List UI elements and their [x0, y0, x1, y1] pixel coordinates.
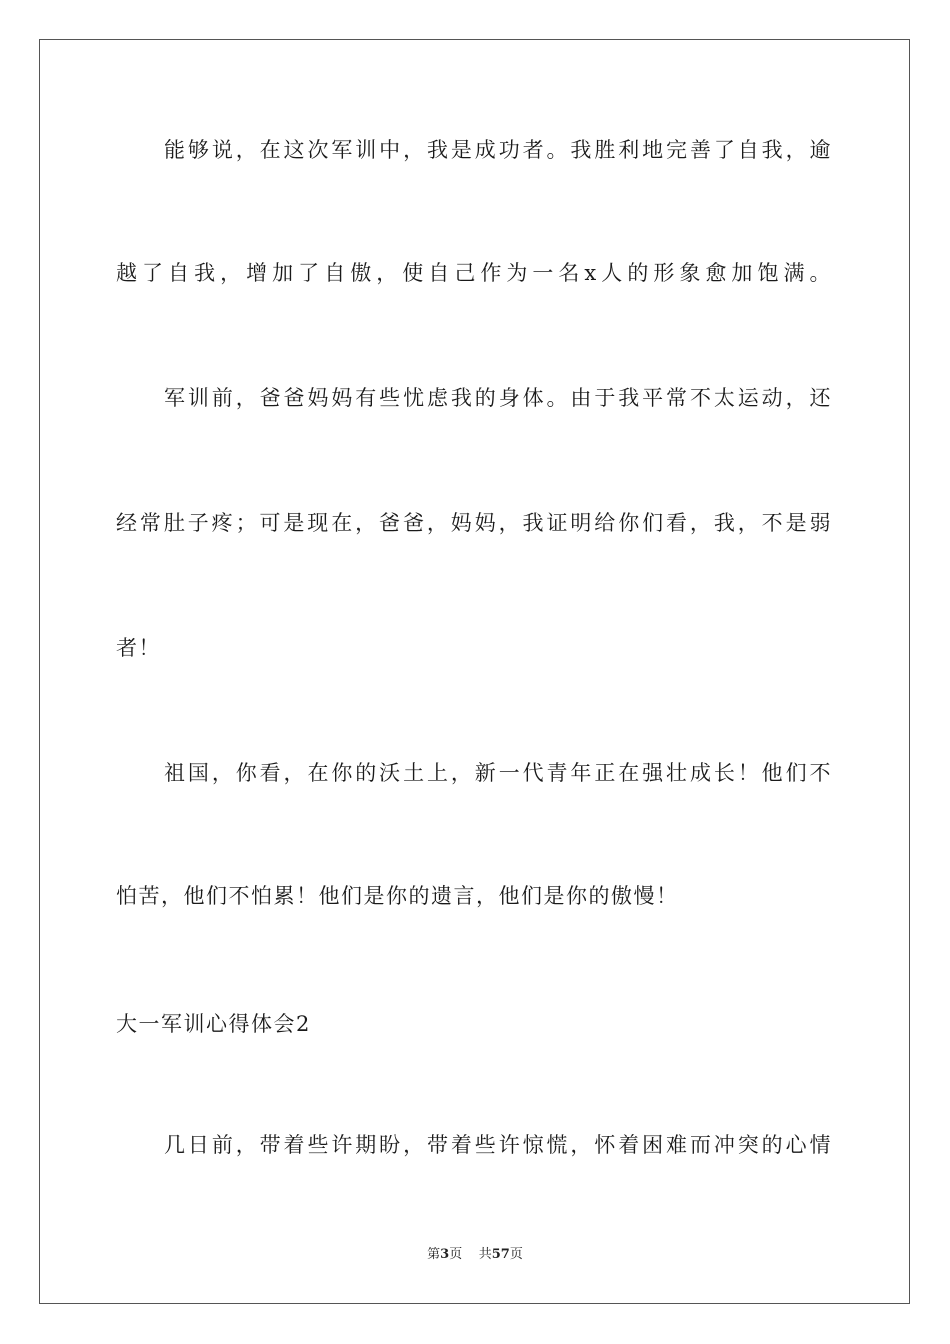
page-footer [0, 1246, 950, 1264]
paragraph-line: 越了自我，增加了自傲，使自己作为一名x人的形象愈加饱满。 [116, 261, 832, 285]
total-suffix: 页 [509, 1247, 523, 1262]
paragraph-line: 者！ [116, 636, 161, 660]
page-suffix: 页 [449, 1247, 463, 1262]
page-prefix: 第 [427, 1247, 441, 1262]
paragraph-line: 军训前，爸爸妈妈有些忧虑我的身体。由于我平常不太运动，还 [164, 386, 832, 410]
page-border [39, 39, 910, 1304]
page-number: 3 [440, 1247, 450, 1262]
paragraph-line: 能够说，在这次军训中，我是成功者。我胜利地完善了自我，逾 [164, 138, 832, 162]
paragraph-line: 几日前，带着些许期盼，带着些许惊慌，怀着困难而冲突的心情 [164, 1133, 832, 1157]
total-prefix: 共 [478, 1247, 492, 1262]
total-pages: 57 [491, 1247, 510, 1262]
paragraph-line: 怕苦，他们不怕累！他们是你的遗言，他们是你的傲慢！ [116, 884, 679, 908]
paragraph-line: 祖国，你看，在你的沃土上，新一代青年正在强壮成长！他们不 [164, 761, 832, 785]
paragraph-line: 经常肚子疼；可是现在，爸爸，妈妈，我证明给你们看，我，不是弱 [116, 511, 832, 535]
section-heading: 大一军训心得体会2 [116, 1012, 311, 1036]
